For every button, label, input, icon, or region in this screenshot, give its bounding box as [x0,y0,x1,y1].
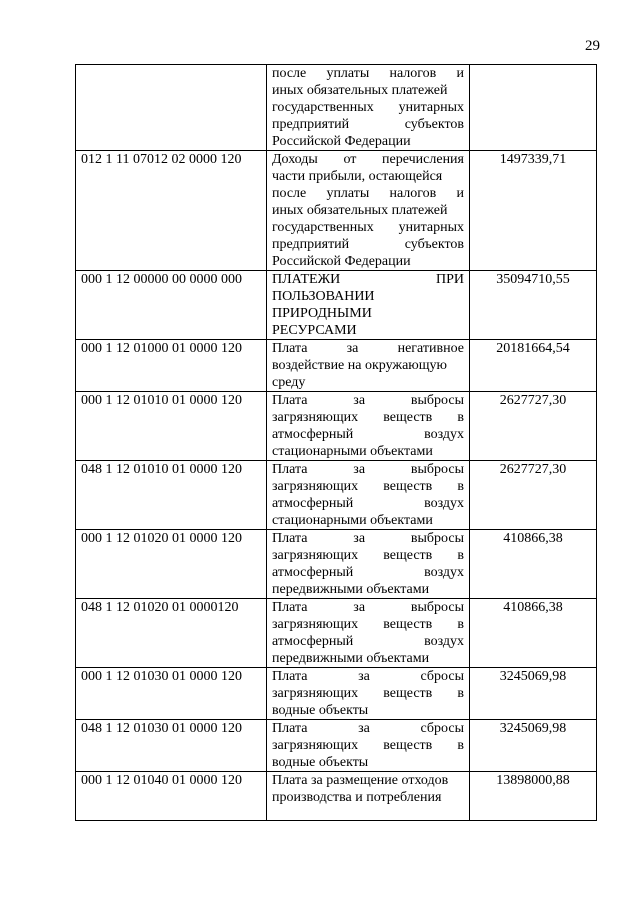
amount-cell: 13898000,88 [470,772,597,821]
budget-code-cell: 000 1 12 01030 01 0000 120 [76,668,267,720]
revenue-name-word: Плата [272,600,308,615]
revenue-name-line [272,426,464,443]
revenue-name-line [272,305,464,322]
revenue-name-word: за [358,669,370,684]
revenue-name-word: веществ [383,617,433,632]
revenue-name-word: Плата [272,531,308,546]
budget-code-cell: 048 1 12 01010 01 0000 120 [76,461,267,530]
page-number: 29 [585,38,600,54]
amount-cell: 20181664,54 [470,340,597,392]
revenue-name-word: Плата [272,462,308,477]
amount-cell: 2627727,30 [470,461,597,530]
revenue-name-line [272,633,464,650]
revenue-name-line [272,478,464,495]
revenue-name-word: иных обязательных платежей [272,83,448,98]
revenue-name-word: среду [272,375,306,390]
revenue-name-word: ПОЛЬЗОВАНИИ [272,289,375,304]
revenue-name-cell [267,461,470,530]
revenue-name-line [272,168,464,185]
revenue-name-word: от [343,152,357,167]
revenue-name-word: Плата за размещение отходов [272,773,449,788]
table-row [76,599,597,668]
revenue-name-line [272,616,464,633]
revenue-name-word: веществ [383,410,433,425]
revenue-name-word: сбросы [420,669,464,684]
revenue-name-word: в [457,479,464,494]
revenue-name-word: части прибыли, остающейся [272,169,443,184]
revenue-name-word: атмосферный [272,565,354,580]
revenue-name-word: загрязняющих [272,479,359,494]
revenue-name-word: веществ [383,548,433,563]
budget-code-cell: 000 1 12 00000 00 0000 000 [76,271,267,340]
revenue-name-word: налогов [389,66,437,81]
revenue-name-word: атмосферный [272,496,354,511]
revenue-name-cell [267,271,470,340]
revenue-name-word: Российской Федерации [272,134,411,149]
revenue-name-word: воздух [424,496,464,511]
revenue-name-line [272,702,464,719]
revenue-name-word: за [353,393,366,408]
revenue-name-word: выбросы [410,462,464,477]
revenue-name-line [272,789,464,806]
budget-code-cell: 000 1 12 01040 01 0000 120 [76,772,267,821]
revenue-name-word: водные объекты [272,755,369,770]
revenue-name-word: загрязняющих [272,617,359,632]
revenue-name-line [272,650,464,667]
revenue-name-line [272,547,464,564]
revenue-name-word: сбросы [420,721,464,736]
budget-code-cell: 048 1 12 01020 01 0000120 [76,599,267,668]
revenue-name-line [272,99,464,116]
revenue-name-word: Плата [272,721,308,736]
revenue-name-word: унитарных [398,100,464,115]
revenue-name-cell [267,340,470,392]
revenue-name-word: выбросы [410,393,464,408]
revenue-name-word: Плата [272,393,308,408]
revenue-name-word: выбросы [410,600,464,615]
revenue-name-word: за [346,341,359,356]
revenue-name-word: воздух [424,427,464,442]
revenue-name-line [272,151,464,168]
amount-cell: 410866,38 [470,530,597,599]
revenue-name-word: за [353,531,366,546]
budget-code-cell [76,65,267,151]
revenue-name-line [272,116,464,133]
revenue-name-cell [267,772,470,821]
revenue-name-word: ПРИРОДНЫМИ [272,306,372,321]
revenue-name-word: загрязняющих [272,686,359,701]
table-row [76,772,597,821]
revenue-name-cell [267,392,470,461]
revenue-name-line [272,392,464,409]
revenue-name-word: после [272,186,307,201]
revenue-name-word: предприятий [272,237,350,252]
revenue-name-word: в [457,686,464,701]
revenue-name-word: уплаты [326,66,370,81]
revenue-name-word: в [457,738,464,753]
revenue-name-word: в [457,548,464,563]
revenue-name-word: воздух [424,565,464,580]
revenue-name-word: воздух [424,634,464,649]
revenue-name-line [272,512,464,529]
revenue-name-line [272,668,464,685]
amount-cell: 35094710,55 [470,271,597,340]
revenue-name-line [272,82,464,99]
revenue-table [75,64,597,821]
revenue-name-word: передвижными объектами [272,651,430,666]
revenue-name-word: налогов [389,186,437,201]
revenue-name-line [272,219,464,236]
revenue-name-word: атмосферный [272,634,354,649]
revenue-name-word: воздействие на окружающую [272,358,447,373]
revenue-name-word: Плата [272,341,308,356]
revenue-name-word: государственных [272,220,374,235]
revenue-name-cell [267,151,470,271]
revenue-name-line [272,443,464,460]
revenue-name-line [272,495,464,512]
revenue-name-line [272,409,464,426]
table-row [76,392,597,461]
revenue-name-line [272,202,464,219]
revenue-name-word: за [358,721,370,736]
revenue-name-word: субъектов [404,117,464,132]
revenue-name-line [272,340,464,357]
revenue-name-word: перечисления [382,152,464,167]
revenue-name-word: предприятий [272,117,350,132]
budget-code-cell: 000 1 12 01020 01 0000 120 [76,530,267,599]
revenue-name-line [272,357,464,374]
table-row [76,65,597,151]
revenue-name-line [272,581,464,598]
revenue-name-line [272,288,464,305]
revenue-name-line [272,185,464,202]
revenue-name-line [272,530,464,547]
revenue-name-word: Доходы [272,152,318,167]
budget-code-cell: 000 1 12 01010 01 0000 120 [76,392,267,461]
revenue-name-word: выбросы [410,531,464,546]
revenue-name-word: государственных [272,100,374,115]
revenue-name-word: в [457,617,464,632]
revenue-name-cell [267,65,470,151]
revenue-name-word: и [456,186,464,201]
revenue-name-word: после [272,66,307,81]
revenue-table-body [76,65,597,821]
revenue-name-line [272,133,464,150]
revenue-name-word: веществ [383,479,433,494]
revenue-name-word: загрязняющих [272,738,359,753]
revenue-name-word: и [456,66,464,81]
revenue-name-word: Плата [272,669,308,684]
revenue-name-word: веществ [383,738,433,753]
revenue-name-line [272,65,464,82]
table-row [76,271,597,340]
amount-cell: 1497339,71 [470,151,597,271]
budget-code-cell: 000 1 12 01000 01 0000 120 [76,340,267,392]
revenue-name-cell [267,668,470,720]
revenue-name-line [272,772,464,789]
revenue-name-line [272,685,464,702]
budget-code-cell: 012 1 11 07012 02 0000 120 [76,151,267,271]
revenue-name-word: загрязняющих [272,548,359,563]
revenue-name-word: унитарных [398,220,464,235]
revenue-name-word: РЕСУРСАМИ [272,323,357,338]
revenue-name-word: уплаты [326,186,370,201]
revenue-name-line [272,754,464,771]
revenue-name-word: атмосферный [272,427,354,442]
revenue-name-word: за [353,600,366,615]
revenue-name-line [272,253,464,270]
revenue-name-cell [267,599,470,668]
revenue-name-word: стационарными объектами [272,513,433,528]
revenue-name-word: загрязняющих [272,410,359,425]
revenue-name-word: субъектов [404,237,464,252]
revenue-name-line [272,599,464,616]
revenue-name-word: ПРИ [435,272,464,287]
revenue-name-word: за [353,462,366,477]
revenue-name-line [272,322,464,339]
revenue-name-word: негативное [397,341,464,356]
amount-cell [470,65,597,151]
revenue-name-line [272,374,464,391]
revenue-name-line [272,461,464,478]
table-row [76,668,597,720]
revenue-name-word: в [457,410,464,425]
revenue-name-word: производства и потребления [272,790,442,805]
revenue-name-word: ПЛАТЕЖИ [272,272,341,287]
revenue-name-line [272,564,464,581]
table-row [76,340,597,392]
revenue-name-word: веществ [383,686,433,701]
revenue-name-line [272,236,464,253]
amount-cell: 3245069,98 [470,720,597,772]
revenue-name-cell [267,530,470,599]
table-row [76,151,597,271]
revenue-name-cell [267,720,470,772]
table-row [76,530,597,599]
revenue-name-word: передвижными объектами [272,582,430,597]
revenue-name-word: иных обязательных платежей [272,203,448,218]
amount-cell: 3245069,98 [470,668,597,720]
revenue-name-word: Российской Федерации [272,254,411,269]
amount-cell: 410866,38 [470,599,597,668]
revenue-name-word: стационарными объектами [272,444,433,459]
revenue-name-line [272,271,464,288]
table-row [76,461,597,530]
revenue-name-line [272,720,464,737]
revenue-name-line [272,737,464,754]
budget-code-cell: 048 1 12 01030 01 0000 120 [76,720,267,772]
table-row [76,720,597,772]
amount-cell: 2627727,30 [470,392,597,461]
revenue-name-word: водные объекты [272,703,369,718]
